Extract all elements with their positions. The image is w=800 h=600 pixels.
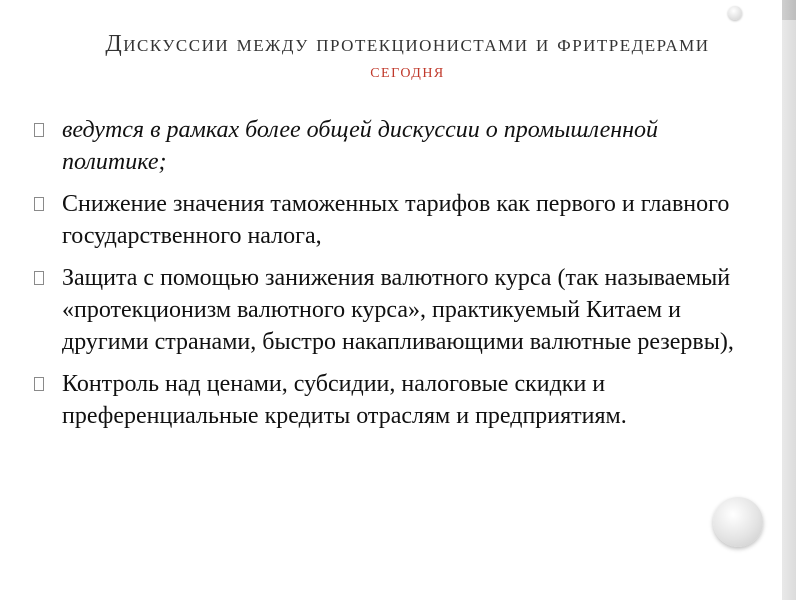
slide-edge-bar — [782, 0, 796, 600]
bullet-text: ведутся в рамках более общей дискуссии о промышленной политике; — [62, 117, 659, 175]
bullet-text: Защита с помощью занижения валютного курса (так называемый «протекционизм валютного курса», практикуемый Китаем и другими странами, быстро накапливающими валютные резервы), — [62, 265, 734, 355]
slide-edge-bar-cap — [782, 0, 796, 20]
bullet-item — [34, 262, 754, 358]
decorative-circle-small — [728, 6, 742, 20]
slide-title — [40, 30, 775, 84]
bullet-marker-icon — [34, 197, 44, 211]
slide-title-accent: сегодня — [370, 60, 445, 82]
bullet-item — [34, 188, 754, 252]
bullet-marker-icon — [34, 377, 44, 391]
decorative-circle-large — [713, 497, 763, 547]
bullet-item — [34, 368, 754, 432]
bullet-text: Снижение значения таможенных тарифов как первого и главного государственного налога, — [62, 191, 730, 249]
bullet-list — [34, 114, 754, 442]
bullet-marker-icon — [34, 271, 44, 285]
bullet-marker-icon — [34, 123, 44, 137]
bullet-text: Контроль над ценами, субсидии, налоговые скидки и преференциальные кредиты отраслям и предприятиям. — [62, 371, 627, 429]
slide-title-main: Дискуссии между протекционистами и фритредерами — [105, 31, 710, 57]
bullet-item — [34, 114, 754, 178]
